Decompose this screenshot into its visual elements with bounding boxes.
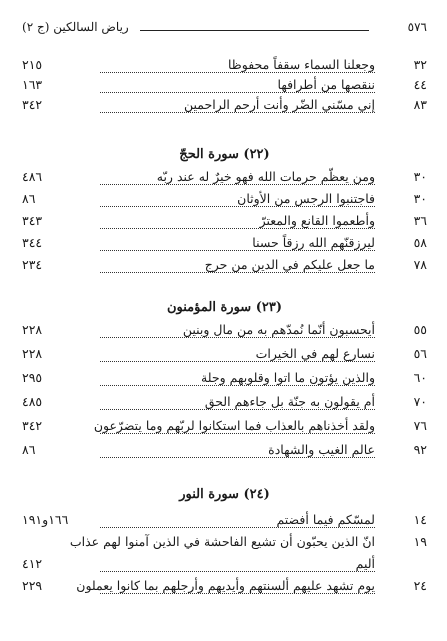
row-rule bbox=[100, 385, 375, 386]
index-row bbox=[22, 510, 427, 530]
verse-number: ٦٠ bbox=[413, 370, 427, 385]
verse-text: لمسّكم فيما أفضتم bbox=[276, 512, 375, 527]
index-row bbox=[22, 255, 427, 275]
verse-text: نسارع لهم في الخيرات bbox=[255, 346, 375, 361]
verse-number: ٥٥ bbox=[413, 322, 427, 337]
verse-text: وجعلنا السماء سقفاً محفوظا bbox=[227, 57, 375, 72]
row-rule bbox=[100, 72, 375, 73]
row-rule bbox=[100, 92, 375, 93]
verse-number: ٣٢ bbox=[413, 57, 427, 72]
page-reference: ٣٤٢ bbox=[22, 97, 43, 112]
page-reference: ٨٦ bbox=[22, 191, 36, 206]
page-reference: ٨٦ bbox=[22, 442, 36, 457]
index-row bbox=[22, 320, 427, 340]
index-row bbox=[22, 211, 427, 231]
page-number: ٥٧٦ bbox=[407, 20, 427, 34]
page-reference: ٤٨٥ bbox=[22, 394, 43, 409]
row-rule bbox=[100, 206, 375, 207]
verse-text: ومن يعظّم حرمات الله فهو خيرٌ له عند ربّه bbox=[156, 169, 375, 184]
index-row bbox=[22, 368, 427, 388]
verse-text: إني مسّني الضّر وأنت أرحم الراحمين bbox=[183, 97, 375, 112]
page-reference: ٤١٢ bbox=[22, 556, 43, 571]
verse-number: ٧٠ bbox=[413, 394, 427, 409]
verse-number: ٣٠ bbox=[413, 169, 427, 184]
row-rule bbox=[100, 433, 375, 434]
verse-text: ما جعل عليكم في الدين من حرج bbox=[204, 257, 375, 272]
row-rule bbox=[100, 571, 375, 572]
page-reference: ٢٣٤ bbox=[22, 257, 43, 272]
row-rule bbox=[100, 361, 375, 362]
page-reference: ٣٤٢ bbox=[22, 418, 43, 433]
row-rule bbox=[100, 250, 375, 251]
index-row bbox=[22, 440, 427, 460]
page-reference: ١٦٣ bbox=[22, 77, 43, 92]
index-row bbox=[22, 75, 427, 95]
verse-text: والذين يؤتون ما اتوا وقلوبهم وجلة bbox=[201, 370, 375, 385]
verse-number: ٢٤ bbox=[413, 578, 427, 593]
row-rule bbox=[100, 527, 375, 528]
page-reference: ٤٨٦ bbox=[22, 169, 43, 184]
surah-heading: (٢٢) سورة الحجّ bbox=[179, 147, 270, 162]
page-reference: ٢٩٥ bbox=[22, 370, 43, 385]
page-reference: ٣٤٣ bbox=[22, 213, 43, 228]
page-reference: ٢١٥ bbox=[22, 57, 43, 72]
index-row bbox=[22, 167, 427, 187]
page-reference: ٢٢٩ bbox=[22, 578, 43, 593]
row-rule bbox=[100, 272, 375, 273]
verse-text: فاجتنبوا الرجس من الأوثان bbox=[237, 191, 375, 206]
verse-number: ٣٦ bbox=[413, 213, 427, 228]
page-reference: ٢٢٨ bbox=[22, 322, 43, 337]
verse-number: ١٩ bbox=[413, 534, 427, 549]
verse-text: ننقصها من أطرافها bbox=[277, 77, 375, 92]
row-rule bbox=[100, 337, 375, 338]
verse-text: يوم تشهد عليهم ألسنتهم وأيديهم وأرجلهم بما كانوا يعملون bbox=[76, 578, 375, 593]
verse-text: وأطعموا القانع والمعترّ bbox=[259, 213, 375, 228]
index-row bbox=[22, 532, 427, 552]
index-row bbox=[22, 95, 427, 115]
row-rule bbox=[100, 409, 375, 410]
surah-heading: (٢٣) سورة المؤمنون bbox=[167, 300, 282, 315]
row-rule bbox=[100, 593, 375, 594]
index-row bbox=[22, 416, 427, 436]
verse-number: ٨٣ bbox=[413, 97, 427, 112]
verse-number: ٧٨ bbox=[413, 257, 427, 272]
verse-text: ولقد أخذناهم بالعذاب فما استكانوا لربّهم وما يتضرّعون bbox=[93, 418, 375, 433]
verse-number: ٩٢ bbox=[413, 442, 427, 457]
index-row bbox=[22, 392, 427, 412]
page-reference: ٢٢٨ bbox=[22, 346, 43, 361]
running-title: رياض السالكين (ج ٢) bbox=[22, 20, 129, 34]
index-row bbox=[22, 55, 427, 75]
row-rule bbox=[100, 112, 375, 113]
verse-text: عالم الغيب والشهادة bbox=[268, 442, 375, 457]
row-rule bbox=[100, 228, 375, 229]
verse-text: أم يقولون به جنّة بل جاءهم الحق bbox=[204, 394, 375, 409]
header-rule bbox=[140, 30, 369, 31]
verse-number: ٥٨ bbox=[413, 235, 427, 250]
verse-text: أيحسبون أنّما نُمدّهم به من مال وبنين bbox=[182, 322, 375, 337]
verse-text: أليم bbox=[355, 556, 375, 571]
verse-number: ٣٠ bbox=[413, 191, 427, 206]
index-row bbox=[22, 554, 427, 574]
verse-number: ٧٦ bbox=[413, 418, 427, 433]
page-reference: ٣٤٤ bbox=[22, 235, 43, 250]
index-row bbox=[22, 233, 427, 253]
verse-number: ١٤ bbox=[413, 512, 427, 527]
verse-number: ٥٦ bbox=[413, 346, 427, 361]
index-row bbox=[22, 189, 427, 209]
index-row bbox=[22, 344, 427, 364]
surah-heading: (٢٤) سورة النور bbox=[179, 487, 270, 502]
verse-text: ليرزقنّهم الله رزقاً حسنا bbox=[252, 235, 375, 250]
page-reference: ١٦٦و١٩١ bbox=[22, 512, 69, 527]
row-rule bbox=[100, 184, 375, 185]
row-rule bbox=[100, 457, 375, 458]
verse-number: ٤٤ bbox=[413, 77, 427, 92]
verse-text: انّ الذين يحبّون أن تشيع الفاحشة في الذين آمنوا لهم عذاب bbox=[69, 534, 375, 549]
index-row bbox=[22, 576, 427, 596]
page-header bbox=[22, 18, 427, 40]
